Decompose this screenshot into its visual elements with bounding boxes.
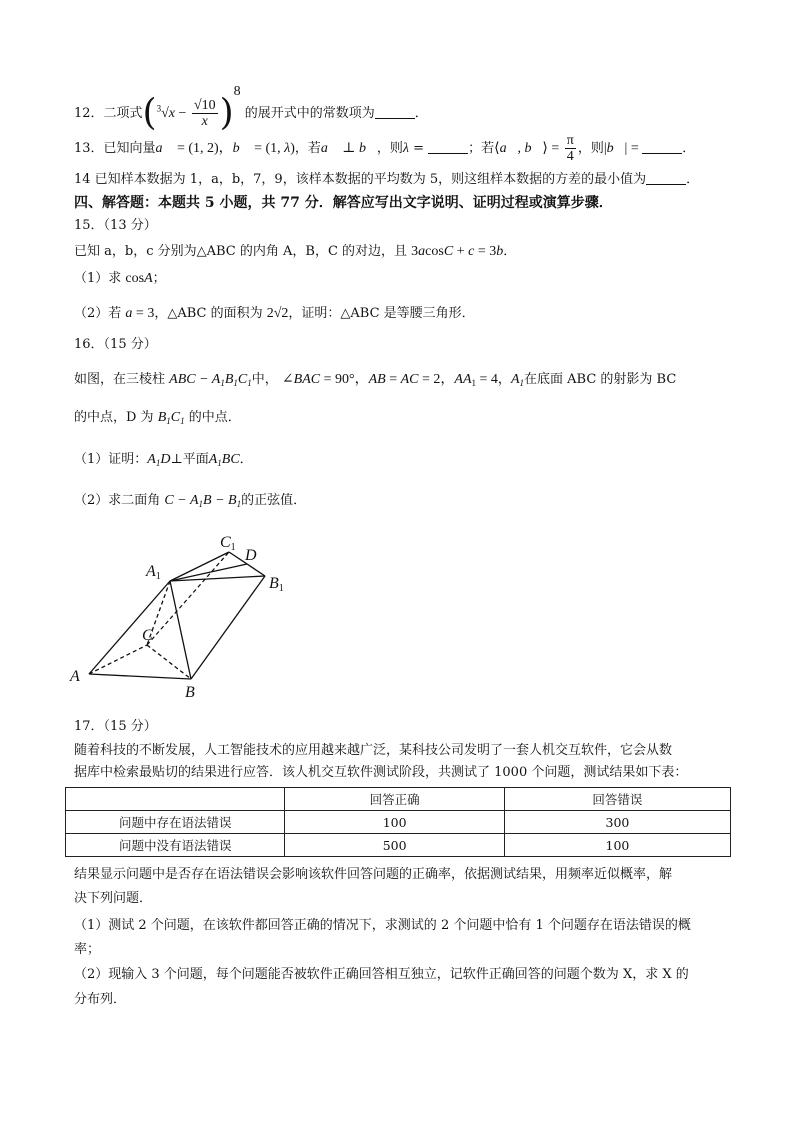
q17-line1: 随着科技的不断发展，人工智能技术的应用越来越广泛，某科技公司发明了一套人机交互软件，它会从数 xyxy=(74,743,673,758)
table-cell: 100 xyxy=(504,834,730,857)
q16-part2: （2）求二面角 $C - A_1B - B_1$的正弦值． xyxy=(74,493,307,509)
edge-a1-c1 xyxy=(170,552,229,581)
table-header-cell: 回答错误 xyxy=(504,788,730,811)
table-cell: 300 xyxy=(504,811,730,834)
edge-b-b1 xyxy=(191,576,265,679)
q16-head: 16．（15 分） xyxy=(74,337,157,352)
label-c: C xyxy=(142,627,153,644)
answer-blank[interactable] xyxy=(646,172,686,185)
edge-a-c xyxy=(89,645,147,674)
q16-line1: 如图，在三棱柱 ABC − $A_1B_1C_1$中， ∠BAC = 90°，AB = AC = 2，$AA_1 = 4$，$A_1$在底面 ABC 的射影为 BC xyxy=(74,372,677,388)
q14: 14 已知样本数据为 1，a，b，7，9，该样本数据的平均数为 5，则这组样本数据的方差的最小值为 ． xyxy=(74,172,700,187)
q15-line1: 已知 a，b，c 分别为△ABC 的内角 A，B，C 的对边，且 3acosC + c = 3b． xyxy=(74,244,517,259)
q17-part2a: （2）现输入 3 个问题，每个问题能否被软件正确回答相互独立，记软件正确回答的问题个数为 X，求 X 的 xyxy=(74,967,689,982)
q17-part1b: 率； xyxy=(74,942,101,957)
q15-part2: （2）若 a = 3，△ABC 的面积为 2√2，证明：△ABC 是等腰三角形． xyxy=(74,306,475,321)
q17-line2: 据库中检索最贴切的结果进行应答．该人机交互软件测试阶段，共测试了 1000 个问题，测试结果如下表： xyxy=(74,765,688,780)
table-header-cell xyxy=(66,788,285,811)
table-row xyxy=(66,811,731,834)
table-cell: 问题中没有语法错误 xyxy=(66,834,285,857)
section-title: 四、解答题：本题共 5 小题，共 77 分．解答应写出文字说明、证明过程或演算步骤． xyxy=(74,195,613,211)
label-c1: C1 xyxy=(220,534,236,553)
q17-line3: 结果显示问题中是否存在语法错误会影响该软件回答问题的正确率，依据测试结果，用频率近似概率，解 xyxy=(74,867,673,882)
table-cell: 100 xyxy=(285,811,504,834)
answer-blank[interactable] xyxy=(375,106,415,119)
table-cell: 500 xyxy=(285,834,504,857)
q17-part2b: 分布列． xyxy=(74,992,127,1007)
table-row xyxy=(66,834,731,857)
table-cell: 问题中存在语法错误 xyxy=(66,811,285,834)
q17-part1a: （1）测试 2 个问题，在该软件都回答正确的情况下，求测试的 2 个问题中恰有 1 个问题存在语法错误的概 xyxy=(74,918,691,933)
q12: 12．二项式($^3$√x − $\frac{√10}{x}$ )$^8$ 的展开式中的常数项为 ． xyxy=(74,84,428,134)
label-a1: A1 xyxy=(146,563,161,582)
edge-a1-b xyxy=(170,581,191,679)
answer-blank[interactable] xyxy=(428,141,468,154)
table-header-cell: 回答正确 xyxy=(285,788,504,811)
results-table xyxy=(65,787,731,857)
q15-part1: （1）求 cosA； xyxy=(74,271,166,286)
edge-c-c1 xyxy=(147,552,229,645)
q17-line4: 决下列问题． xyxy=(74,891,153,906)
q16-part1: （1）证明：$A_1D\perp$平面$A_1BC$． xyxy=(74,452,253,468)
q17-head: 17．（15 分） xyxy=(74,719,157,734)
edge-a-a1 xyxy=(89,581,170,674)
label-a: A xyxy=(70,668,80,685)
table-header-row xyxy=(66,788,731,811)
edge-a-b xyxy=(89,674,191,679)
label-d: D xyxy=(245,547,257,564)
prism-figure xyxy=(64,533,294,698)
q16-line2: 的中点，D 为 $B_1C_1$ 的中点． xyxy=(74,410,241,426)
answer-blank[interactable] xyxy=(642,141,682,154)
q15-head: 15．（13 分） xyxy=(74,218,157,233)
q13: 13．已知向量a⃗ = (1, 2)，b⃗ = (1, λ)，若a⃗ ⊥ b⃗，则λ = ；若⟨a⃗, b⃗⟩ = $\frac{\pi}{4}$ ，则|b⃗| = ． xyxy=(74,133,696,164)
label-b: B xyxy=(185,684,195,698)
label-b1: B1 xyxy=(269,575,284,594)
